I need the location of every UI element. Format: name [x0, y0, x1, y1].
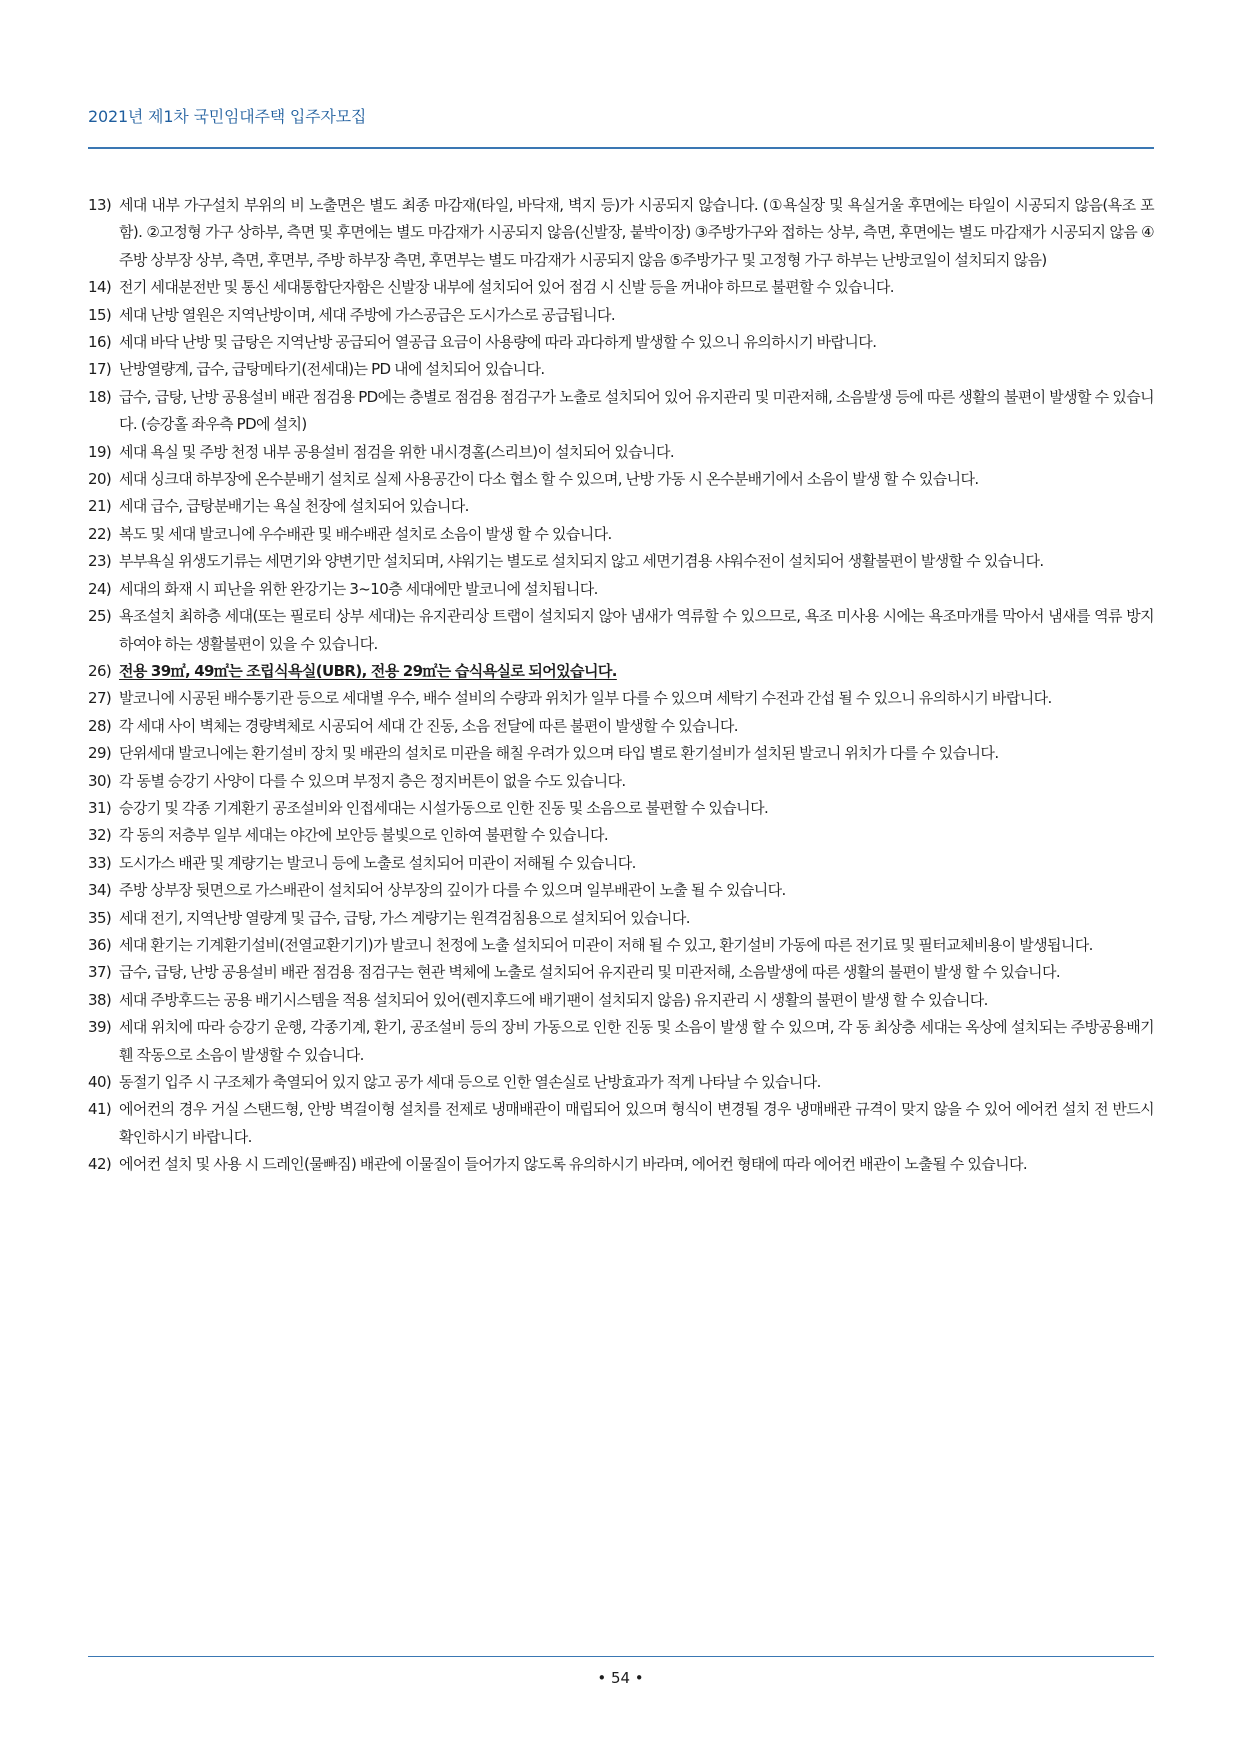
list-item-number: 28) [88, 716, 112, 735]
page-header-title: 2021년 제1차 국민임대주택 입주자모집 [88, 107, 367, 126]
list-item [88, 329, 1154, 356]
list-item-text: 각 세대 사이 벽체는 경량벽체로 시공되어 세대 간 진동, 소음 전달에 따른 불편이 발생할 수 있습니다. [119, 716, 738, 735]
list-item-number: 36) [88, 935, 112, 954]
list-item-text: 급수, 급탕, 난방 공용설비 배관 점검용 PD에는 층별로 점검용 점검구가 노출로 설치되어 있어 유지관리 및 미관저해, 소음발생 등에 따른 생활의 불편이 발생할 수 있습니다. (승강홀 좌우측 PD에 설치) [119, 387, 1154, 434]
list-item-text: 각 동별 승강기 사양이 다를 수 있으며 부정지 층은 정지버튼이 없을 수도 있습니다. [119, 771, 626, 790]
list-item-number: 17) [88, 360, 112, 379]
list-item [88, 795, 1154, 822]
list-item [88, 1096, 1154, 1151]
list-item-number: 27) [88, 689, 112, 708]
list-item-text: 세대 급수, 급탕분배기는 욕실 천장에 설치되어 있습니다. [119, 497, 469, 516]
list-item-text: 세대 위치에 따라 승강기 운행, 각종기계, 환기, 공조설비 등의 장비 가동으로 인한 진동 및 소음이 발생 할 수 있으며, 각 동 최상층 세대는 옥상에 설치되는 주방공용배기휀 작동으로 소음이 발생할 수 있습니다. [119, 1018, 1154, 1064]
list-item [88, 1151, 1154, 1178]
list-item-text: 급수, 급탕, 난방 공용설비 배관 점검용 점검구는 현관 벽체에 노출로 설치되어 유지관리 및 미관저해, 소음발생에 따른 생활의 불편이 발생 할 수 있습니다. [119, 963, 1060, 982]
list-item-text: 발코니에 시공된 배수통기관 등으로 세대별 우수, 배수 설비의 수량과 위치가 일부 다를 수 있으며 세탁기 수전과 간섭 될 수 있으니 유의하시기 바랍니다. [119, 689, 1052, 708]
footer-divider [88, 1656, 1154, 1657]
list-item-text: 세대 환기는 기계환기설비(전열교환기기)가 발코니 천정에 노출 설치되어 미관이 저해 될 수 있고, 환기설비 가동에 따른 전기료 및 필터교체비용이 발생됩니다. [119, 935, 1093, 954]
list-item-number: 35) [88, 908, 112, 927]
list-item-number: 24) [88, 579, 112, 598]
list-item [88, 493, 1154, 520]
list-item-number: 22) [88, 524, 112, 543]
list-item [88, 768, 1154, 795]
list-item [88, 384, 1154, 439]
list-item-text: 세대 욕실 및 주방 천정 내부 공용설비 점검을 위한 내시경홀(스리브)이 설치되어 있습니다. [119, 442, 675, 461]
list-item-number: 15) [88, 305, 112, 324]
list-item-number: 19) [88, 442, 112, 461]
list-item [88, 521, 1154, 548]
list-item-text: 에어컨의 경우 거실 스탠드형, 안방 벽걸이형 설치를 전제로 냉매배관이 매립되어 있으며 형식이 변경될 경우 냉매배관 규격이 맞지 않을 수 있어 에어컨 설치 전 반드시 확인하시기 바랍니다. [119, 1100, 1154, 1146]
list-item [88, 548, 1154, 575]
list-item [88, 192, 1154, 274]
list-item [88, 932, 1154, 959]
list-item-number: 40) [88, 1073, 112, 1091]
list-item-text: 승강기 및 각종 기계환기 공조설비와 인접세대는 시설가동으로 인한 진동 및 소음으로 불편할 수 있습니다. [119, 798, 769, 817]
list-item [88, 658, 1154, 685]
list-item-number: 33) [88, 853, 112, 872]
list-item-number: 29) [88, 744, 112, 763]
list-item-text: 복도 및 세대 발코니에 우수배관 및 배수배관 설치로 소음이 발생 할 수 있습니다. [119, 524, 612, 543]
list-item-number: 31) [88, 798, 112, 817]
notice-list [88, 192, 1154, 1179]
list-item-text: 세대 주방후드는 공용 배기시스템을 적용 설치되어 있어(렌지후드에 배기팬이 설치되지 않음) 유지관리 시 생활의 불편이 발생 할 수 있습니다. [119, 990, 988, 1009]
list-item-text: 전기 세대분전반 및 통신 세대통합단자함은 신발장 내부에 설치되어 있어 점검 시 신발 등을 꺼내야 하므로 불편할 수 있습니다. [119, 278, 894, 297]
list-item-text: 세대 난방 열원은 지역난방이며, 세대 주방에 가스공급은 도시가스로 공급됩니다. [119, 305, 616, 324]
list-item [88, 822, 1154, 849]
list-item-text: 동절기 입주 시 구조체가 축열되어 있지 않고 공가 세대 등으로 인한 열손실로 난방효과가 적게 나타날 수 있습니다. [119, 1073, 821, 1091]
list-item-text: 각 동의 저층부 일부 세대는 야간에 보안등 불빛으로 인하여 불편할 수 있습니다. [119, 826, 609, 845]
list-item [88, 603, 1154, 658]
list-item [88, 356, 1154, 383]
list-item-text: 세대 바닥 난방 및 급탕은 지역난방 공급되어 열공급 요금이 사용량에 따라 과다하게 발생할 수 있으니 유의하시기 바랍니다. [119, 333, 877, 352]
list-item-number: 13) [88, 196, 112, 214]
list-item [88, 466, 1154, 493]
list-item-number: 18) [88, 387, 112, 406]
list-item-text: 세대 전기, 지역난방 열량계 및 급수, 급탕, 가스 계량기는 원격검침용으로 설치되어 있습니다. [119, 908, 690, 927]
list-item-text: 도시가스 배관 및 계량기는 발코니 등에 노출로 설치되어 미관이 저해될 수 있습니다. [119, 853, 636, 872]
list-item-number: 41) [88, 1100, 112, 1119]
list-item-number: 26) [88, 661, 112, 680]
list-item-number: 32) [88, 826, 112, 845]
list-item-text: 세대 내부 가구설치 부위의 비 노출면은 별도 최종 마감재(타일, 바닥재, 벽지 등)가 시공되지 않습니다. (①욕실장 및 욕실거울 후면에는 타일이 시공되지 않음(욕조 포함). ②고정형 가구 상하부, 측면 및 후면에는 별도 마감재가 시공되지 않음(신발장, 붙박이장) ③주방가구와 접하는 상부, 측면, 후면에는 별도 마감재가 시공되지 않음 ④주방 상부장 상부, 측면, 후면부, 주방 하부장 측면, 후면부는 별도 마감재가 시공되지 않음 ⑤주방가구 및 고정형 가구 하부는 난방코일이 설치되지 않음) [119, 196, 1154, 269]
list-item [88, 877, 1154, 904]
list-item [88, 740, 1154, 767]
list-item [88, 1069, 1154, 1096]
list-item [88, 1014, 1154, 1069]
list-item [88, 959, 1154, 986]
list-item [88, 713, 1154, 740]
list-item [88, 905, 1154, 932]
list-item [88, 987, 1154, 1014]
list-item-text: 에어컨 설치 및 사용 시 드레인(물빠짐) 배관에 이물질이 들어가지 않도록 유의하시기 바라며, 에어컨 형태에 따라 에어컨 배관이 노출될 수 있습니다. [119, 1155, 1028, 1174]
list-item-text-emphasized: 전용 39㎡, 49㎡는 조립식욕실(UBR), 전용 29㎡는 습식욕실로 되어있습니다. [119, 661, 617, 680]
list-item [88, 576, 1154, 603]
list-item-number: 20) [88, 470, 112, 489]
list-item-number: 30) [88, 771, 112, 790]
list-item-number: 16) [88, 333, 112, 352]
list-item [88, 274, 1154, 301]
list-item-text: 세대 싱크대 하부장에 온수분배기 설치로 실제 사용공간이 다소 협소 할 수 있으며, 난방 가동 시 온수분배기에서 소음이 발생 할 수 있습니다. [119, 470, 979, 489]
list-item [88, 302, 1154, 329]
header-divider [88, 147, 1154, 149]
list-item [88, 439, 1154, 466]
list-item-text: 단위세대 발코니에는 환기설비 장치 및 배관의 설치로 미관을 해칠 우려가 있으며 타입 별로 환기설비가 설치된 발코니 위치가 다를 수 있습니다. [119, 744, 999, 763]
page-number: • 54 • [597, 1669, 644, 1687]
list-item-text: 세대의 화재 시 피난을 위한 완강기는 3~10층 세대에만 발코니에 설치됩니다. [119, 579, 598, 598]
list-item-number: 25) [88, 607, 112, 626]
list-item-text: 부부욕실 위생도기류는 세면기와 양변기만 설치되며, 샤워기는 별도로 설치되지 않고 세면기겸용 샤워수전이 설치되어 생활불편이 발생할 수 있습니다. [119, 552, 1044, 571]
list-item-text: 난방열량계, 급수, 급탕메타기(전세대)는 PD 내에 설치되어 있습니다. [119, 360, 545, 379]
list-item-number: 39) [88, 1018, 112, 1037]
list-item [88, 685, 1154, 712]
list-item-number: 38) [88, 990, 112, 1009]
list-item-text: 주방 상부장 뒷면으로 가스배관이 설치되어 상부장의 깊이가 다를 수 있으며 일부배관이 노출 될 수 있습니다. [119, 881, 786, 900]
list-item-number: 14) [88, 278, 112, 297]
list-item [88, 850, 1154, 877]
list-item-number: 21) [88, 497, 112, 516]
list-item-number: 42) [88, 1155, 112, 1174]
list-item-number: 37) [88, 963, 112, 982]
list-item-number: 23) [88, 552, 112, 571]
list-item-text: 욕조설치 최하층 세대(또는 필로티 상부 세대)는 유지관리상 트랩이 설치되지 않아 냄새가 역류할 수 있으므로, 욕조 미사용 시에는 욕조마개를 막아서 냄새를 역류 방지하여야 하는 생활불편이 있을 수 있습니다. [119, 607, 1154, 653]
list-item-number: 34) [88, 881, 112, 900]
